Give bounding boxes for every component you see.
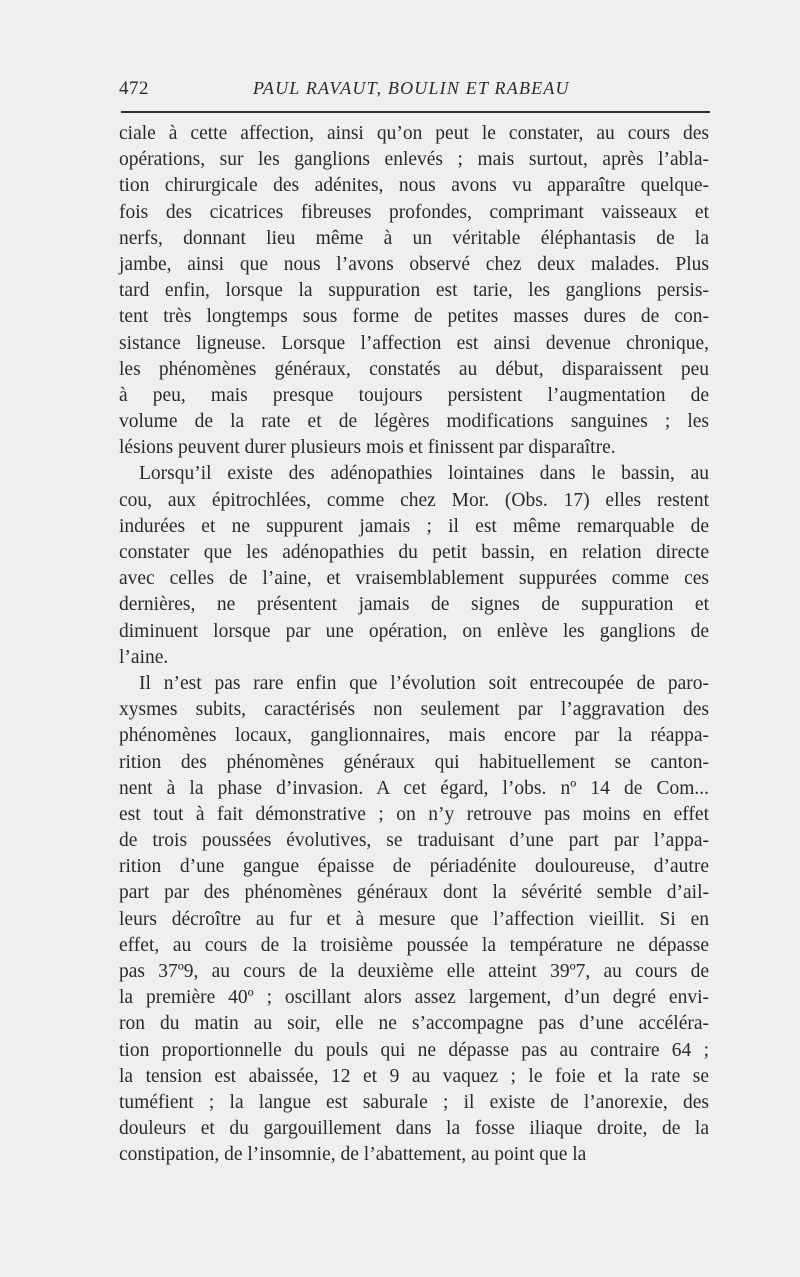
text-line: lésions peuvent durer plusieurs mois et finissent par disparaître.: [119, 437, 616, 459]
text-line: pas 37º9, au cours de la deuxième elle atteint 39º7, au cours de: [119, 961, 709, 982]
running-head: [119, 78, 709, 102]
text-line: douleurs et du gargouillement dans la fosse iliaque droite, de la: [119, 1118, 709, 1140]
text-line: tard enfin, lorsque la suppuration est tarie, les ganglions persis-: [119, 280, 709, 302]
text-line: les phénomènes généraux, constatés au début, disparaissent peu: [119, 358, 709, 380]
text-line: phénomènes locaux, ganglionnaires, mais encore par la réappa-: [119, 725, 709, 747]
text-line: constipation, de l’insomnie, de l’abattement, au point que la: [119, 1144, 587, 1166]
text-line: ciale à cette affection, ainsi qu’on peut le constater, au cours des: [119, 123, 709, 144]
text-line: part par des phénomènes généraux dont la sévérité semble d’ail-: [119, 882, 709, 904]
text-line: Lorsqu’il existe des adénopathies lointaines dans le bassin, au: [139, 463, 709, 485]
text-line: Il n’est pas rare enfin que l’évolution soit entrecoupée de paro-: [139, 672, 709, 694]
text-line: tuméfient ; la langue est saburale ; il existe de l’anorexie, des: [119, 1091, 709, 1113]
body-text: [119, 121, 709, 1169]
text-line: indurées et ne suppurent jamais ; il est même remarquable de: [119, 515, 709, 537]
text-line: de trois poussées évolutives, se traduisant d’une part par l’appa-: [119, 830, 709, 852]
text-line: effet, au cours de la troisième poussée la température ne dépasse: [119, 934, 709, 956]
text-line: à peu, mais presque toujours persistent l’augmentation de: [119, 384, 709, 406]
paragraph: [119, 461, 709, 671]
text-line: avec celles de l’aine, et vraisemblablement suppurées comme ces: [119, 568, 709, 590]
text-line: nent à la phase d’invasion. A cet égard, l’obs. nº 14 de Com...: [119, 777, 709, 799]
header-rule: [121, 111, 710, 113]
text-line: tion proportionnelle du pouls qui ne dépasse pas au contraire 64 ;: [119, 1039, 709, 1061]
text-line: tion chirurgicale des adénites, nous avons vu apparaître quelque-: [119, 175, 709, 197]
running-title: PAUL RAVAUT, BOULIN ET RABEAU: [253, 78, 570, 98]
text-line: opérations, sur les ganglions enlevés ; mais surtout, après l’abla-: [119, 149, 709, 171]
text-line: rition des phénomènes généraux qui habituellement se canton-: [119, 751, 709, 773]
text-line: volume de la rate et de légères modifications sanguines ; les: [119, 411, 709, 433]
page-number: 472: [119, 78, 149, 99]
text-line: l’aine.: [119, 646, 169, 668]
text-line: nerfs, donnant lieu même à un véritable éléphantasis de la: [119, 227, 709, 249]
text-line: sistance ligneuse. Lorsque l’affection est ainsi devenue chronique,: [119, 332, 709, 354]
text-line: fois des cicatrices fibreuses profondes, comprimant vaisseaux et: [119, 201, 709, 223]
text-line: xysmes subits, caractérisés non seulement par l’aggravation des: [119, 699, 709, 721]
text-line: diminuent lorsque par une opération, on enlève les ganglions de: [119, 620, 709, 642]
paragraph: [119, 121, 709, 461]
text-line: tent très longtemps sous forme de petites masses dures de con-: [119, 306, 709, 328]
text-line: cou, aux épitrochlées, comme chez Mor. (Obs. 17) elles restent: [119, 489, 709, 511]
text-line: la première 40º ; oscillant alors assez largement, d’un degré envi-: [119, 987, 709, 1009]
text-line: jambe, ainsi que nous l’avons observé chez deux malades. Plus: [119, 253, 709, 275]
text-line: leurs décroître au fur et à mesure que l’affection vieillit. Si en: [119, 908, 709, 930]
text-line: est tout à fait démonstrative ; on n’y retrouve pas moins en effet: [119, 803, 709, 825]
paragraph: [119, 671, 709, 1169]
text-line: la tension est abaissée, 12 et 9 au vaquez ; le foie et la rate se: [119, 1065, 709, 1087]
text-line: rition d’une gangue épaisse de périadénite douloureuse, d’autre: [119, 856, 709, 878]
text-line: ron du matin au soir, elle ne s’accompagne pas d’une accéléra-: [119, 1013, 709, 1035]
text-line: constater que les adénopathies du petit bassin, en relation directe: [119, 542, 709, 563]
text-line: dernières, ne présentent jamais de signes de suppuration et: [119, 594, 709, 616]
